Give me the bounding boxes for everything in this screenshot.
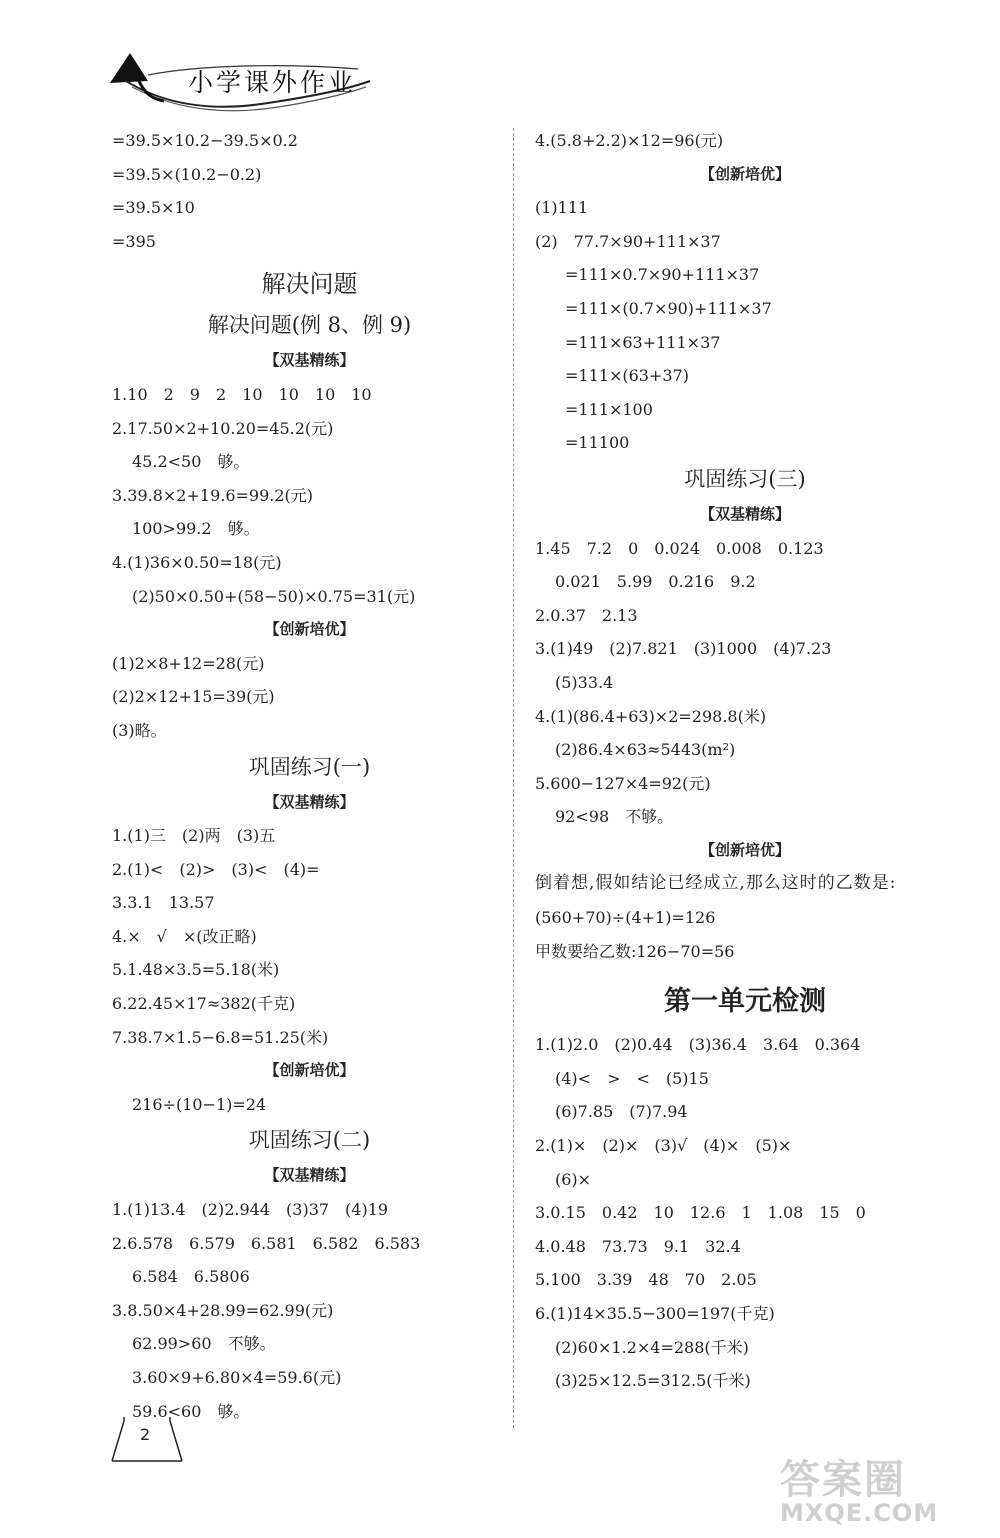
answer-paragraph: 倒着想,假如结论已经成立,那么这时的乙数是: [535, 873, 897, 894]
subsection-heading: 巩固练习(一) [248, 754, 371, 779]
section-tag: 【双基精练】 [264, 351, 355, 370]
answer-line: 0.021 5.99 0.216 9.2 [555, 572, 756, 592]
answer-line: (2) 77.7×90+111×37 [535, 231, 721, 251]
answer-line: 1.45 7.2 0 0.024 0.008 0.123 [535, 538, 824, 558]
answer-line: 4.(1)(86.4+63)×2=298.8(米) [535, 706, 767, 726]
answer-line: =39.5×10 [112, 198, 195, 218]
answer-line: 6.(1)14×35.5−300=197(千克) [535, 1304, 775, 1323]
section-tag: 【创新培优】 [264, 1061, 355, 1080]
answer-line: 6.584 6.5806 [132, 1267, 250, 1287]
answer-line: (3)25×12.5=312.5(千米) [555, 1371, 751, 1391]
answer-line: (4)< > < (5)15 [555, 1068, 709, 1088]
answer-line: 5.1.48×3.5=5.18(米) [112, 960, 280, 980]
answer-line: 92<98 不够。 [555, 807, 674, 827]
column-divider [513, 128, 514, 1428]
section-tag: 【创新培优】 [699, 840, 790, 859]
answer-line: =11100 [565, 433, 630, 453]
answer-line: 3.3.1 13.57 [112, 893, 215, 913]
answer-line: 1.(1)三 (2)两 (3)五 [112, 826, 276, 846]
answer-line: 6.22.45×17≈382(千克) [112, 994, 296, 1014]
answer-line: 2.(1)< (2)> (3)< (4)= [112, 859, 320, 879]
answer-line: (2)50×0.50+(58−50)×0.75=31(元) [132, 586, 416, 606]
answer-line: =111×(63+37) [565, 366, 689, 386]
answer-line: (1)111 [535, 198, 589, 218]
answer-line: 5.100 3.39 48 70 2.05 [535, 1270, 757, 1290]
answer-line: 2.6.578 6.579 6.581 6.582 6.583 [112, 1233, 421, 1253]
section-tag: 【双基精练】 [699, 504, 790, 523]
answer-line: 4.(1)36×0.50=18(元) [112, 552, 282, 572]
answer-line: 4.0.48 73.73 9.1 32.4 [535, 1236, 741, 1256]
subsection-heading: 巩固练习(二) [248, 1128, 371, 1153]
page-number: 2 [140, 1425, 151, 1444]
answer-line: 3.60×9+6.80×4=59.6(元) [132, 1368, 342, 1387]
answer-line: =39.5×(10.2−0.2) [112, 164, 262, 184]
answer-line: (560+70)÷(4+1)=126 [535, 908, 716, 928]
answer-line: (2)60×1.2×4=288(千米) [555, 1337, 749, 1357]
answer-line: =395 [112, 231, 156, 251]
answer-line: 1.(1)2.0 (2)0.44 (3)36.4 3.64 0.364 [535, 1035, 861, 1055]
section-tag: 【创新培优】 [699, 164, 790, 183]
section-tag: 【双基精练】 [264, 792, 355, 811]
answer-line: 216÷(10−1)=24 [132, 1094, 267, 1114]
answer-line: 1.(1)13.4 (2)2.944 (3)37 (4)19 [112, 1200, 389, 1220]
watermark-top: 答案圈 [780, 1457, 906, 1503]
answer-line: 3.0.15 0.42 10 12.6 1 1.08 15 0 [535, 1203, 866, 1223]
answer-line: =111×(0.7×90)+111×37 [565, 298, 772, 318]
answer-line: 3.(1)49 (2)7.821 (3)1000 (4)7.23 [535, 639, 832, 659]
answer-line: =111×0.7×90+111×37 [565, 265, 760, 285]
answer-line: (2)86.4×63≈5443(m²) [555, 740, 736, 760]
answer-line: (2)2×12+15=39(元) [112, 687, 275, 707]
subsection-heading: 解决问题(例 8、例 9) [207, 313, 412, 338]
answer-line: 2.(1)× (2)× (3)√ (4)× (5)× [535, 1136, 792, 1156]
answer-line: 7.38.7×1.5−6.8=51.25(米) [112, 1027, 329, 1047]
answer-line: 2.0.37 2.13 [535, 605, 638, 625]
section-tag: 【创新培优】 [264, 620, 355, 639]
answer-line: 3.8.50×4+28.99=62.99(元) [112, 1300, 334, 1320]
page-number-box [110, 1415, 185, 1463]
answer-line: =111×100 [565, 399, 653, 419]
answer-line: =111×63+111×37 [565, 332, 721, 352]
answer-line: =39.5×10.2−39.5×0.2 [112, 131, 298, 150]
subsection-heading: 巩固练习(三) [684, 466, 806, 491]
answer-line: 5.600−127×4=92(元) [535, 773, 711, 793]
answer-line: (6)7.85 (7)7.94 [555, 1102, 688, 1122]
answer-line: (5)33.4 [555, 672, 614, 692]
answer-line: 1.10 2 9 2 10 10 10 10 [112, 384, 372, 404]
answer-line: (3)略。 [112, 720, 167, 740]
answer-line: 4.(5.8+2.2)×12=96(元) [535, 131, 724, 150]
left-column [112, 124, 507, 1428]
answer-line: 45.2<50 够。 [132, 452, 250, 472]
page-header [108, 45, 378, 115]
right-column [535, 124, 955, 1398]
answer-line: 100>99.2 够。 [132, 519, 260, 539]
answer-line: (6)× [555, 1169, 592, 1189]
unit-heading: 第一单元检测 [664, 986, 826, 1018]
answer-line: 2.17.50×2+10.20=45.2(元) [112, 418, 334, 438]
answer-line: 59.6<60 够。 [132, 1401, 250, 1421]
watermark-bottom: MXQE.COM [780, 1499, 939, 1527]
section-heading: 解决问题 [261, 270, 358, 299]
answer-line: 3.39.8×2+19.6=99.2(元) [112, 485, 314, 505]
answer-line: 甲数要给乙数:126−70=56 [535, 941, 735, 961]
watermark-logo [780, 1448, 980, 1528]
section-tag: 【双基精练】 [264, 1166, 355, 1185]
answer-line: (1)2×8+12=28(元) [112, 653, 265, 673]
header-title: 小学课外作业 [188, 68, 357, 97]
answer-line: 62.99>60 不够。 [132, 1334, 276, 1354]
answer-line: 4.× √ ×(改正略) [112, 926, 257, 946]
